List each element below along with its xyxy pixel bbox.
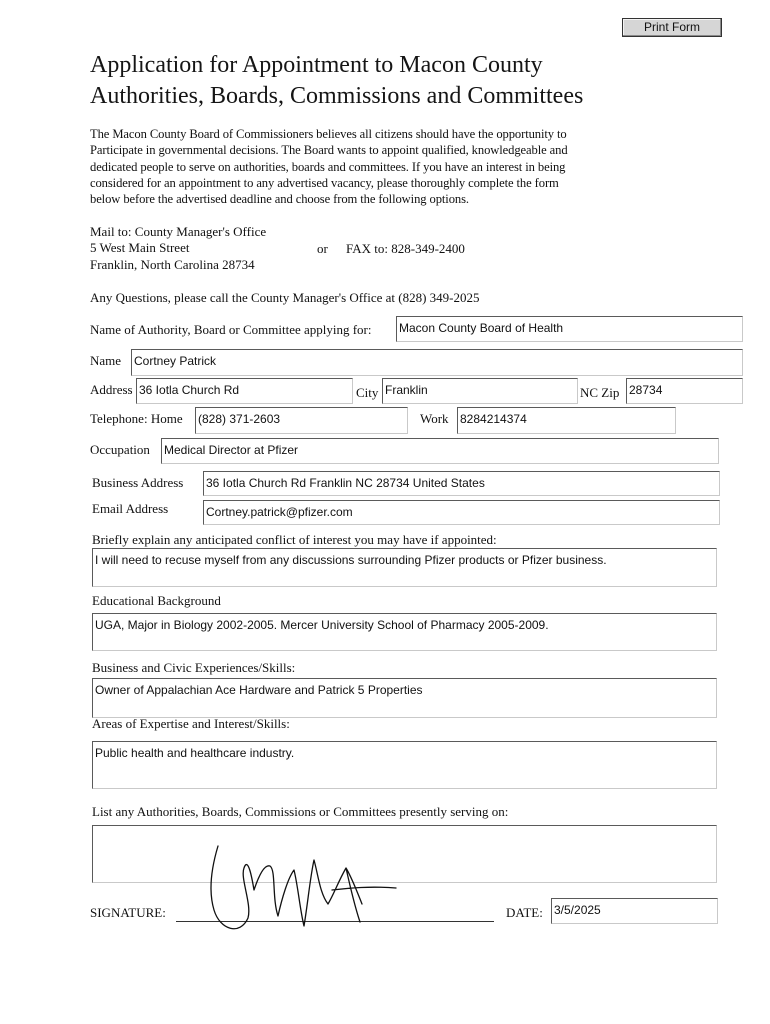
date-field[interactable]: 3/5/2025 (551, 898, 718, 924)
questions-line: Any Questions, please call the County Manager's Office at (828) 349-2025 (90, 290, 480, 305)
serving-field[interactable] (92, 825, 717, 883)
intro-line: Participate in governmental decisions. The Board wants to appoint qualified, knowledgeable and (90, 143, 568, 158)
email-field[interactable]: Cortney.patrick@pfizer.com (203, 500, 720, 525)
business-address-field[interactable]: 36 Iotla Church Rd Franklin NC 28734 United States (203, 471, 720, 496)
board-field[interactable]: Macon County Board of Health (396, 316, 743, 342)
education-label: Educational Background (92, 593, 221, 608)
zip-label: NC Zip (580, 385, 620, 400)
intro-line: The Macon County Board of Commissioners believes all citizens should have the opportunity to (90, 127, 567, 141)
city-field[interactable]: Franklin (382, 378, 578, 404)
occupation-field[interactable]: Medical Director at Pfizer (161, 438, 719, 464)
fax-line: FAX to: 828-349-2400 (346, 241, 465, 256)
signature-label: SIGNATURE: (90, 905, 166, 920)
intro-paragraph (90, 126, 650, 207)
mail-city: Franklin, North Carolina 28734 (90, 257, 255, 272)
expertise-label: Areas of Expertise and Interest/Skills: (92, 716, 290, 731)
conflict-label: Briefly explain any anticipated conflict of interest you may have if appointed: (92, 532, 497, 547)
intro-line: dedicated people to serve on authorities, boards and committees. If you have an interest in being (90, 159, 566, 174)
business-address-label: Business Address (92, 475, 184, 490)
occupation-label: Occupation (90, 442, 150, 457)
education-field[interactable]: UGA, Major in Biology 2002-2005. Mercer University School of Pharmacy 2005-2009. (92, 613, 717, 651)
date-label: DATE: (506, 905, 543, 920)
civic-label: Business and Civic Experiences/Skills: (92, 660, 296, 675)
name-label: Name (90, 353, 122, 368)
intro-line: below before the advertised deadline and choose from the following options. (90, 192, 469, 207)
home-phone-label: Telephone: Home (90, 411, 183, 426)
name-field[interactable]: Cortney Patrick (131, 349, 743, 376)
city-label: City (356, 385, 379, 400)
serving-label: List any Authorities, Boards, Commissions or Committees presently serving on: (92, 804, 509, 819)
form-title-line-2: Authorities, Boards, Commissions and Committees (90, 83, 584, 109)
address-field[interactable]: 36 Iotla Church Rd (136, 378, 353, 404)
zip-field[interactable]: 28734 (626, 378, 743, 404)
expertise-field[interactable]: Public health and healthcare industry. (92, 741, 717, 789)
print-form-button[interactable]: Print Form (622, 18, 722, 37)
mail-to-line: Mail to: County Manager's Office (90, 224, 267, 239)
conflict-field[interactable]: I will need to recuse myself from any discussions surrounding Pfizer products or Pfizer business. (92, 548, 717, 587)
signature-drawing[interactable] (200, 838, 400, 942)
email-label: Email Address (92, 501, 169, 516)
work-phone-label: Work (420, 411, 449, 426)
mail-street: 5 West Main Street (90, 240, 190, 255)
address-label: Address (90, 382, 133, 397)
civic-field[interactable]: Owner of Appalachian Ace Hardware and Patrick 5 Properties (92, 678, 717, 718)
or-label: or (317, 241, 328, 256)
form-title-line-1: Application for Appointment to Macon County (90, 52, 543, 78)
home-phone-field[interactable]: (828) 371-2603 (195, 407, 408, 434)
intro-line: considered for an appointment to any advertised vacancy, please thoroughly complete the form (90, 175, 559, 190)
board-label: Name of Authority, Board or Committee applying for: (90, 322, 372, 337)
work-phone-field[interactable]: 8284214374 (457, 407, 676, 434)
form-title (90, 50, 583, 112)
